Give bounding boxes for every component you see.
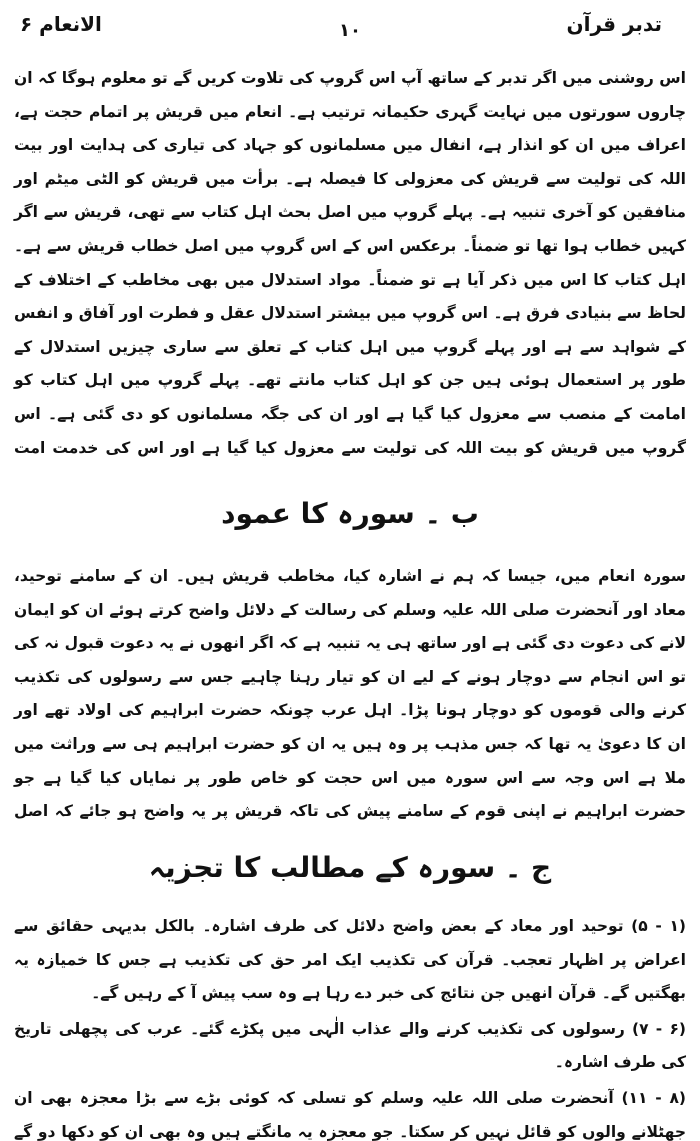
section-heading-tajziya: ج ۔ سورہ کے مطالب کا تجزیہ [148, 851, 552, 884]
section-tajziya [8, 910, 692, 1141]
page-number: ۱۰ [339, 20, 361, 41]
paragraph: سورہ انعام میں، جیسا کہ ہم نے اشارہ کیا، مخاطب قریش ہیں۔ ان کے سامنے توحید، معاد اور آنحضرت صلی اللہ علیہ وسلم کی رسالت کے دلائل واضح کرتے ہوئے ان کو ایمان لانے کی دعوت دی گئی ہے اور ساتھ ہی یہ تنبیہ ہے کہ اگر انھوں نے یہ دعوت قبول نہ کی تو اس انجام سے دوچار ہونے کے لیے ان کو تیار رہنا چاہیے جس سے رسولوں کی تکذیب کرنے والی قوموں کو دوچار ہونا پڑا۔ اہل عرب چونکہ حضرت ابراہیم کی اولاد تھے اور ان کا دعویٰ یہ تھا کہ جس مذہب پر وہ ہیں یہ ان کو حضرت ابراہیم ہی سے وراثت میں ملا ہے اس وجہ سے اس سورہ میں اس حجت کو خاص طور پر نمایاں کیا گیا ہے جو حضرت ابراہیم نے اپنی قوم کے سامنے پیش کی تاکہ قریش پر یہ واضح ہو جائے کہ اصل [14, 567, 686, 821]
surah-label: الانعام ۶ [20, 12, 102, 36]
paragraph: اس روشنی میں اگر تدبر کے ساتھ آپ اس گروپ کی تلاوت کریں گے تو معلوم ہوگا کہ ان چاروں سورتوں میں نہایت گہری حکیمانہ ترتیب ہے۔ انعام میں قریش پر اتمام حجت ہے، اعراف میں ان کو انذار ہے، انفال میں مسلمانوں کو جہاد کی تیاری کی ہدایت اور بیت اللہ کی تولیت سے قریش کی معزولی کا فیصلہ ہے۔ برأت میں قریش کو الٹی میٹم اور منافقین کو آخری تنبیہ ہے۔ پہلے گروپ میں اصل بحث اہل کتاب سے تھی، قریش سے اگر کہیں خطاب ہوا تھا تو ضمناً۔ برعکس اس کے اس گروپ میں اصل خطاب قریش سے ہے۔ اہل کتاب کا اس میں ذکر آیا ہے تو ضمناً۔ مواد استدلال میں بھی مخاطب کے اختلاف کے لحاظ سے بنیادی فرق ہے۔ اس گروپ میں بیشتر استدلال عقل و فطرت اور آفاق و انفس کے شواہد سے ہے اور پہلے گروپ میں اہل کتاب کے تعلق سے ساری چیزیں استدلال کے طور پر استعمال ہوئی ہیں جن کو اہل کتاب مانتے تھے۔ پہلے گروپ میں اہل کتاب کو امامت کے منصب سے معزول کیا گیا ہے اور ان کی جگہ مسلمانوں کو دی گئی ہے۔ اس گروپ میں قریش کو بیت اللہ کی تولیت سے معزول کیا گیا ہے اور اس کی خدمت امت [14, 69, 686, 457]
list-item: (۶ - ۷) رسولوں کی تکذیب کرنے والے عذاب الٰہی میں پکڑے گئے۔ عرب کی پچھلی تاریخ کی طرف اشارہ۔ [14, 1019, 686, 1072]
section-amood [8, 560, 692, 825]
list-item: (۱ - ۵) توحید اور معاد کے بعض واضح دلائل کی طرف اشارہ۔ بالکل بدیہی حقائق سے اعراض پر اظہار تعجب۔ قرآن کی تکذیب ایک امر حق کی تکذیب ہے جس کا خمیازہ یہ بھگتیں گے۔ قرآن انھیں جن نتائج کی خبر دے رہا ہے وہ سب پیش آ کے رہیں گے۔ [14, 917, 686, 1003]
book-title: تدبر قرآن [566, 12, 662, 36]
page-header [8, 0, 692, 62]
section-introduction [8, 62, 692, 472]
section-heading-amood: ب ۔ سورہ کا عمود [221, 497, 479, 530]
list-item: (۸ - ۱۱) آنحضرت صلی اللہ علیہ وسلم کو تسلی کہ کوئی بڑے سے بڑا معجزہ بھی ان جھٹلانے والوں کو قائل نہیں کر سکتا۔ جو معجزہ یہ مانگتے ہیں وہ بھی ان کو دکھا دو گے [14, 1088, 686, 1141]
